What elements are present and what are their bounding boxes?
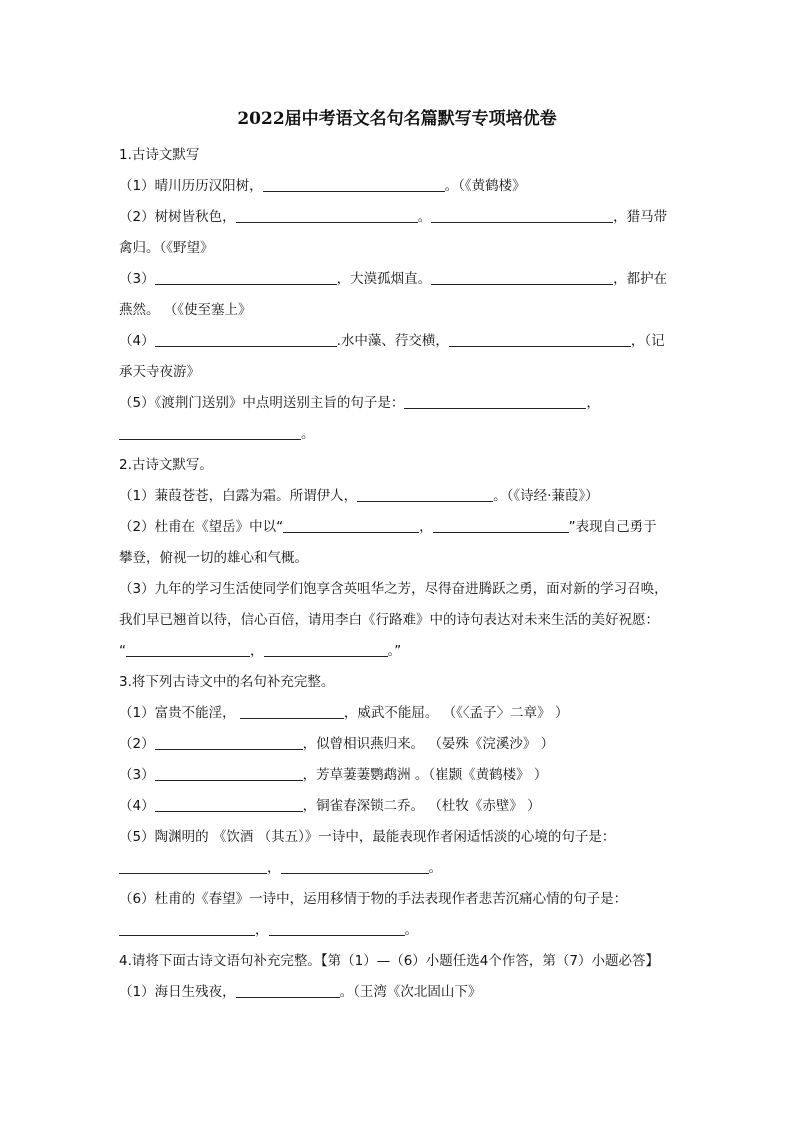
question-text: ，威武不能屈。 （《〈孟子〉二章》 ） — [343, 705, 569, 721]
section-1-heading: 1.古诗文默写 — [119, 147, 200, 163]
answer-blank[interactable] — [155, 797, 303, 812]
answer-blank[interactable] — [431, 208, 613, 223]
question-1-4 — [119, 326, 679, 357]
answer-blank[interactable] — [264, 642, 388, 657]
answer-blank[interactable] — [283, 518, 419, 533]
question-1-5-cont — [119, 419, 679, 450]
question-text: ， — [419, 519, 433, 535]
question-text: （2）杜甫在《望岳》中以“ — [119, 519, 284, 535]
question-text: ，铜雀春深锁二乔。 （杜牧《赤壁》 ） — [302, 798, 541, 814]
answer-blank[interactable] — [119, 859, 267, 874]
question-text: （3） — [119, 271, 155, 287]
question-1-2-cont: 禽归。（《野望》 — [119, 240, 214, 256]
answer-blank[interactable] — [449, 332, 631, 347]
question-1-2 — [119, 202, 679, 233]
answer-blank[interactable] — [240, 704, 344, 719]
question-text: ，（记 — [630, 333, 665, 349]
question-text: ”表现自己勇于 — [568, 519, 657, 535]
question-text: ， — [586, 395, 600, 411]
question-text: 。 — [428, 860, 442, 876]
question-text: ， — [255, 922, 269, 938]
question-3-5-answer — [119, 853, 679, 884]
question-3-5: （5）陶渊明的 《饮酒 （其五）》一诗中，最能表现作者闲适恬淡的心境的句子是： — [119, 829, 616, 845]
answer-blank[interactable] — [236, 983, 340, 998]
question-text: （4） — [119, 798, 155, 814]
answer-blank[interactable] — [155, 766, 303, 781]
question-3-4 — [119, 791, 679, 822]
question-4-1 — [119, 977, 679, 1008]
question-text: 。” — [387, 643, 402, 659]
question-text: （2） — [119, 736, 155, 752]
question-1-4-cont: 承天寺夜游》 — [119, 364, 200, 380]
question-1-3-cont: 燕然。 （《使至塞上》 — [119, 302, 252, 318]
answer-blank[interactable] — [269, 921, 405, 936]
question-text: ， — [250, 643, 264, 659]
question-text: 。（《黄鹤楼》 — [444, 178, 526, 194]
question-text: 。 — [301, 426, 315, 442]
section-4-heading: 4.请将下面古诗文语句补充完整。【第（1）—（6）小题任选4个作答，第（7）小题必答】 — [119, 953, 659, 969]
question-text: “ — [119, 643, 126, 659]
answer-blank[interactable] — [431, 270, 613, 285]
question-text: （3） — [119, 767, 155, 783]
question-text: （4） — [119, 333, 155, 349]
section-3-heading: 3.将下列古诗文中的名句补充完整。 — [119, 674, 335, 690]
question-text: ，似曾相识燕归来。 （晏殊《浣溪沙》 ） — [302, 736, 555, 752]
answer-blank[interactable] — [263, 177, 445, 192]
question-text: （2）树树皆秋色， — [119, 209, 236, 225]
question-text: ， — [267, 860, 281, 876]
question-text: 。（王湾《次北固山下》 — [339, 984, 482, 1000]
section-2-heading: 2.古诗文默写。 — [119, 457, 213, 473]
answer-blank[interactable] — [236, 208, 418, 223]
question-2-3: （3）九年的学习生活使同学们饱享含英咀华之芳，尽得奋进腾跃之勇，面对新的学习召唤， — [119, 581, 668, 597]
answer-blank[interactable] — [155, 270, 337, 285]
answer-blank[interactable] — [281, 859, 429, 874]
question-1-3 — [119, 264, 679, 295]
question-text: 。 — [404, 922, 418, 938]
question-2-2-cont: 攀登，俯视一切的雄心和气概。 — [119, 550, 308, 566]
question-text: ，猎马带 — [613, 209, 668, 225]
question-3-6-answer — [119, 915, 679, 946]
question-3-1 — [119, 698, 679, 729]
question-text: ，芳草萋萋鹦鹉洲 。（崔颢《黄鹤楼》 ） — [302, 767, 548, 783]
answer-blank[interactable] — [155, 735, 303, 750]
question-2-3-cont: 我们早已翘首以待，信心百倍，请用李白《行路难》中的诗句表达对未来生活的美好祝愿： — [119, 612, 659, 628]
question-text: 。（《诗经·蒹葭》） — [493, 488, 599, 504]
question-2-2 — [119, 512, 679, 543]
document-body — [119, 140, 679, 1008]
question-2-3-answer — [119, 636, 679, 667]
answer-blank[interactable] — [119, 921, 255, 936]
answer-blank[interactable] — [126, 642, 250, 657]
question-text: （5）《渡荆门送别》中点明送别主旨的句子是： — [119, 395, 405, 411]
question-text: （1）晴川历历汉阳树， — [119, 178, 263, 194]
question-1-1 — [119, 171, 679, 202]
answer-blank[interactable] — [119, 425, 301, 440]
answer-blank[interactable] — [357, 487, 493, 502]
question-text: （1）蒹葭苍苍，白露为霜。所谓伊人， — [119, 488, 358, 504]
question-text: ，都护在 — [613, 271, 668, 287]
page-title: 2022届中考语文名句名篇默写专项培优卷 — [237, 109, 557, 129]
answer-blank[interactable] — [155, 332, 337, 347]
question-text: ，大漠孤烟直。 — [336, 271, 432, 287]
question-text: （1）富贵不能淫， — [119, 705, 240, 721]
question-text: .水中藻、荇交横， — [336, 333, 449, 349]
answer-blank[interactable] — [433, 518, 569, 533]
answer-blank[interactable] — [404, 394, 586, 409]
question-text: （1）海日生残夜， — [119, 984, 236, 1000]
question-2-1 — [119, 481, 679, 512]
question-3-3 — [119, 760, 679, 791]
question-3-6: （6）杜甫的《春望》一诗中，运用移情于物的手法表现作者悲苦沉痛心情的句子是： — [119, 891, 628, 907]
question-1-5 — [119, 388, 679, 419]
question-text: 。 — [417, 209, 432, 225]
question-3-2 — [119, 729, 679, 760]
